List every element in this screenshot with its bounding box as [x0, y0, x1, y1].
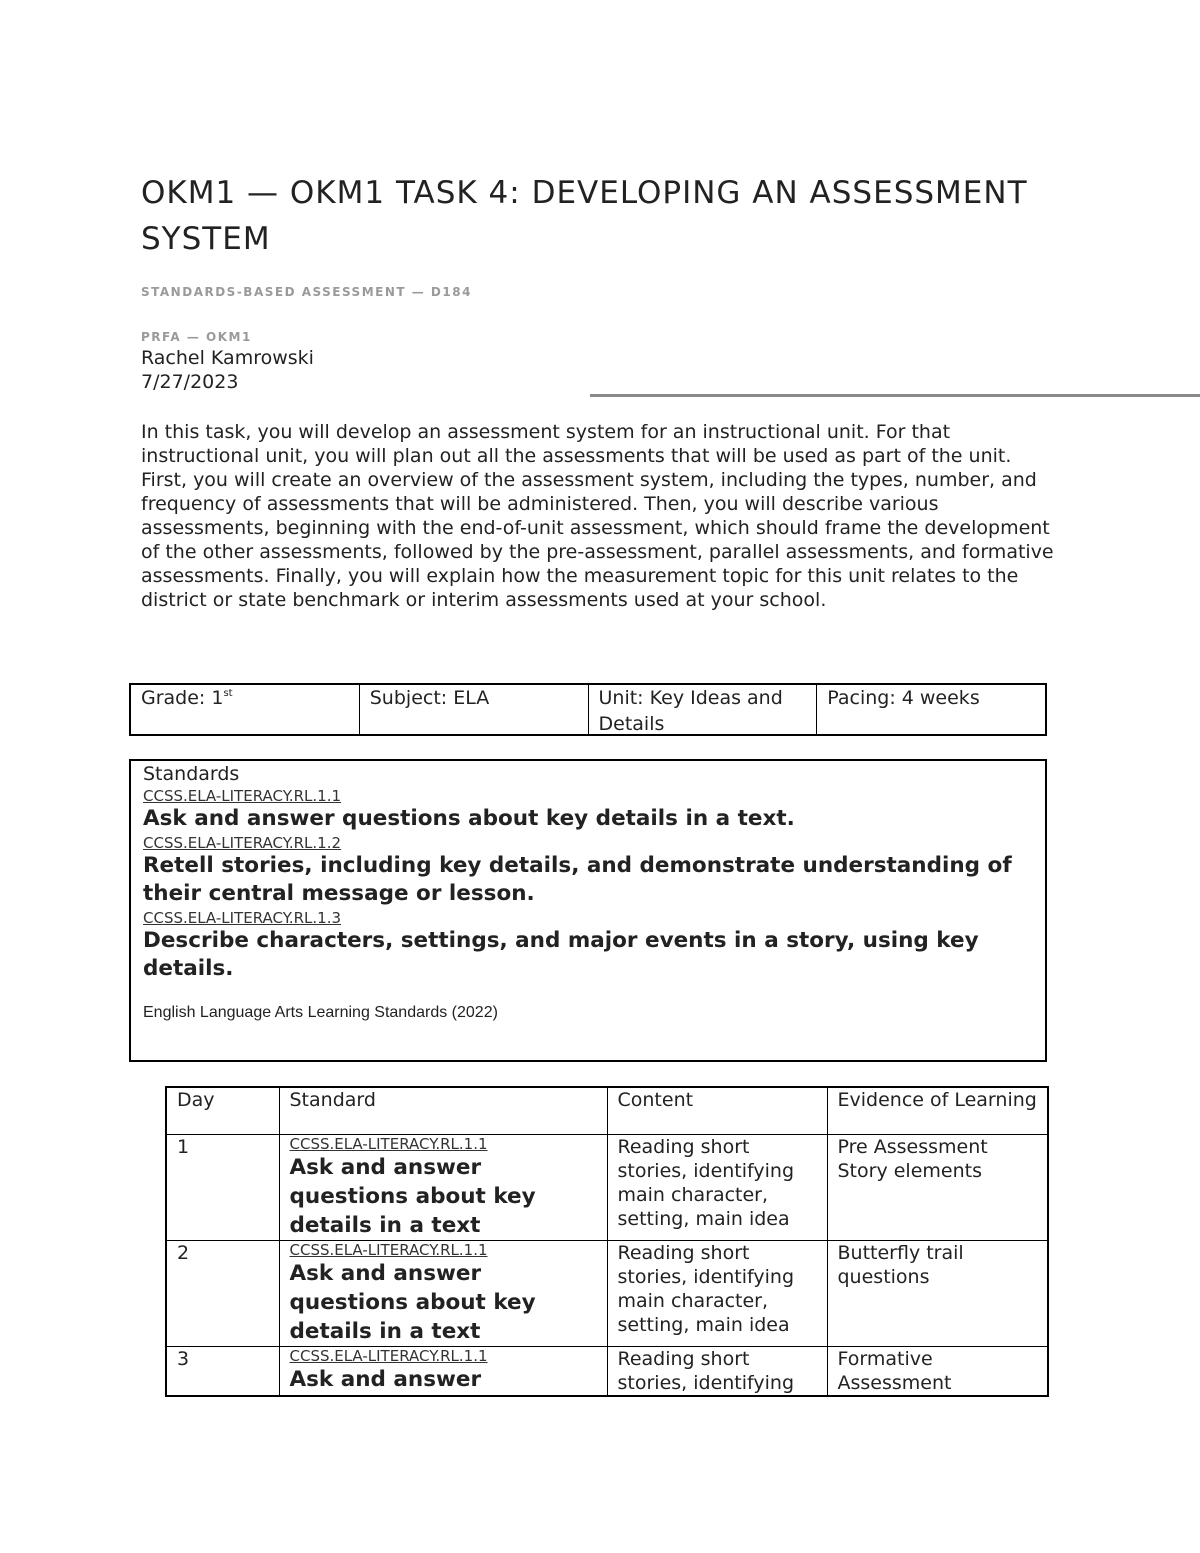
standards-source: English Language Arts Learning Standards (2022)	[143, 1004, 498, 1021]
column-header-content: Content	[607, 1087, 827, 1135]
evidence-cell: Pre Assessment Story elements	[827, 1135, 1048, 1241]
standard-cell	[279, 1347, 607, 1397]
grade-cell	[131, 685, 360, 734]
grade-suffix: st	[223, 688, 233, 699]
column-header-standard: Standard	[279, 1087, 607, 1135]
column-header-day: Day	[166, 1087, 279, 1135]
standard-text: Ask and answer questions about key details in a text.	[143, 806, 795, 831]
schedule-table	[165, 1086, 1049, 1397]
content-cell: Reading short stories, identifying	[607, 1347, 827, 1397]
document-title: OKM1 — OKM1 TASK 4: DEVELOPING AN ASSESSMENT SYSTEM	[141, 175, 1028, 257]
standard-text: Retell stories, including key details, and demonstrate understanding of their central message or lesson.	[143, 853, 1012, 906]
standards-box	[129, 759, 1047, 1062]
standard-text: Describe characters, settings, and major events in a story, using key details.	[143, 928, 979, 981]
standard-code-link[interactable]: CCSS.ELA-LITERACY.RL.1.1	[289, 1135, 488, 1153]
standard-code-link[interactable]: CCSS.ELA-LITERACY.RL.1.2	[143, 834, 342, 852]
day-cell: 1	[166, 1135, 279, 1241]
task-intro: In this task, you will develop an assessment system for an instructional unit. For that instructional unit, you will plan out all the assessments that will be used as part of the unit. First, you will create an overview of the assessment system, including the types, number, and frequency of assessments that will be administered. Then, you will describe various assessments, beginning with the end-of-unit assessment, which should frame the development of the other assessments, followed by the pre-assessment, parallel assessments, and formative assessments. Finally, you will explain how the measurement topic for this unit relates to the district or state benchmark or interim assessments used at your school.	[141, 421, 1054, 611]
day-cell: 3	[166, 1347, 279, 1397]
standard-code-link[interactable]: CCSS.ELA-LITERACY.RL.1.1	[143, 787, 342, 805]
standard-text: Ask and answer	[289, 1367, 482, 1392]
unit-cell: Unit: Key Ideas and Details	[589, 685, 818, 734]
subject-cell: Subject: ELA	[360, 685, 589, 734]
standard-code-link[interactable]: CCSS.ELA-LITERACY.RL.1.1	[289, 1241, 488, 1259]
table-row	[166, 1135, 1048, 1241]
course-code: STANDARDS-BASED ASSESSMENT — D184	[141, 285, 472, 299]
pacing-cell: Pacing: 4 weeks	[827, 687, 980, 709]
author-name: Rachel Kamrowski	[141, 347, 314, 369]
evidence-cell: Formative Assessment	[827, 1347, 1048, 1397]
content-cell: Reading short stories, identifying main character, setting, main idea	[607, 1241, 827, 1347]
unit-info-table	[129, 683, 1047, 736]
standard-text: Ask and answer questions about key details in a text	[289, 1155, 536, 1238]
document-date: 7/27/2023	[141, 371, 239, 393]
table-header-row	[166, 1087, 1048, 1135]
standard-code-link[interactable]: CCSS.ELA-LITERACY.RL.1.3	[143, 909, 342, 927]
program-label: PRFA — OKM1	[141, 330, 252, 344]
standard-code-link[interactable]: CCSS.ELA-LITERACY.RL.1.1	[289, 1347, 488, 1365]
day-cell: 2	[166, 1241, 279, 1347]
evidence-cell: Butterfly trail questions	[827, 1241, 1048, 1347]
grade-label: Grade: 1	[141, 687, 224, 709]
horizontal-rule	[590, 394, 1200, 397]
standard-cell	[279, 1135, 607, 1241]
table-row	[166, 1347, 1048, 1397]
standard-cell	[279, 1241, 607, 1347]
content-cell: Reading short stories, identifying main character, setting, main idea	[607, 1135, 827, 1241]
standard-text: Ask and answer questions about key details in a text	[289, 1261, 536, 1344]
column-header-evidence: Evidence of Learning	[827, 1087, 1048, 1135]
table-row	[166, 1241, 1048, 1347]
standards-heading: Standards	[143, 763, 240, 785]
